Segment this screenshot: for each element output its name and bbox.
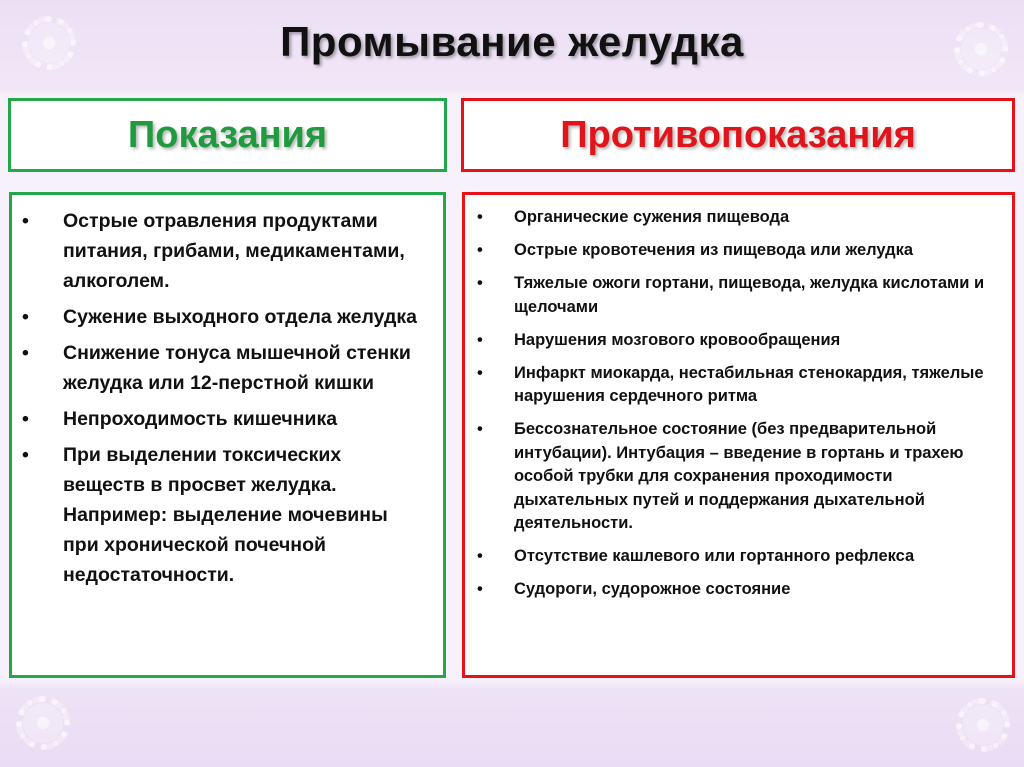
list-item [22, 206, 427, 296]
list-item [477, 545, 998, 569]
list-item [477, 206, 998, 230]
bullet-icon: • [477, 208, 483, 226]
contraindication-text: Отсутствие кашлевого или гортанного рефлекса [514, 547, 915, 565]
list-item [22, 338, 427, 398]
bullet-icon: • [477, 580, 483, 598]
bullet-icon: • [477, 330, 483, 349]
flower-decoration-icon [948, 690, 1018, 760]
list-item [22, 404, 427, 434]
bullet-icon: • [22, 306, 29, 328]
indication-text: Острые отравления продуктами питания, грибами, медикаментами, алкоголем. [63, 210, 405, 292]
list-item [477, 578, 998, 602]
list-item [22, 302, 427, 332]
indication-text: Снижение тонуса мышечной стенки желудка или 12-перстной кишки [63, 342, 411, 394]
contraindication-text: Бессознательное состояние (без предварительной интубации). Интубация – введение в гортань и трахею особой трубки для сохранения проходимости дыхательных путей и поддержания дыхательной деятельности. [514, 420, 964, 532]
flower-decoration-icon [8, 688, 78, 758]
list-item [477, 239, 998, 263]
contraindications-list [465, 195, 1012, 602]
bullet-icon: • [477, 547, 483, 565]
bullet-icon: • [22, 342, 29, 364]
indications-header [8, 98, 447, 172]
contraindication-text: Острые кровотечения из пищевода или желудка [514, 241, 914, 259]
contraindications-header [461, 98, 1015, 172]
list-item [477, 362, 998, 409]
indication-text: При выделении токсических веществ в просвет желудка. Например: выделение мочевины при хронической почечной недостаточности. [63, 444, 388, 586]
list-item [477, 329, 998, 353]
bullet-icon: • [22, 210, 29, 232]
indications-list [12, 195, 443, 590]
bullet-icon: • [477, 241, 483, 259]
contraindication-text: Тяжелые ожоги гортани, пищевода, желудка кислотами и щелочами [514, 274, 985, 316]
indications-panel [9, 192, 446, 678]
contraindication-text: Судороги, судорожное состояние [514, 580, 791, 598]
indications-heading: Показания [127, 113, 328, 156]
list-item [22, 440, 427, 590]
indication-text: Непроходимость кишечника [63, 408, 338, 430]
contraindication-text: Нарушения мозгового кровообращения [514, 330, 841, 349]
contraindications-panel [462, 192, 1015, 678]
bullet-icon: • [477, 363, 483, 382]
contraindication-text: Инфаркт миокарда, нестабильная стенокардия, тяжелые нарушения сердечного ритма [514, 363, 984, 405]
bullet-icon: • [22, 444, 29, 466]
list-item [477, 418, 998, 536]
bullet-icon: • [477, 420, 483, 438]
bullet-icon: • [477, 274, 483, 292]
indication-text: Сужение выходного отдела желудка [63, 306, 417, 328]
slide-title: Промывание желудка [280, 18, 744, 65]
list-item [477, 272, 998, 319]
bullet-icon: • [22, 408, 29, 430]
contraindication-text: Органические сужения пищевода [514, 208, 790, 226]
contraindications-heading: Противопоказания [560, 113, 916, 156]
